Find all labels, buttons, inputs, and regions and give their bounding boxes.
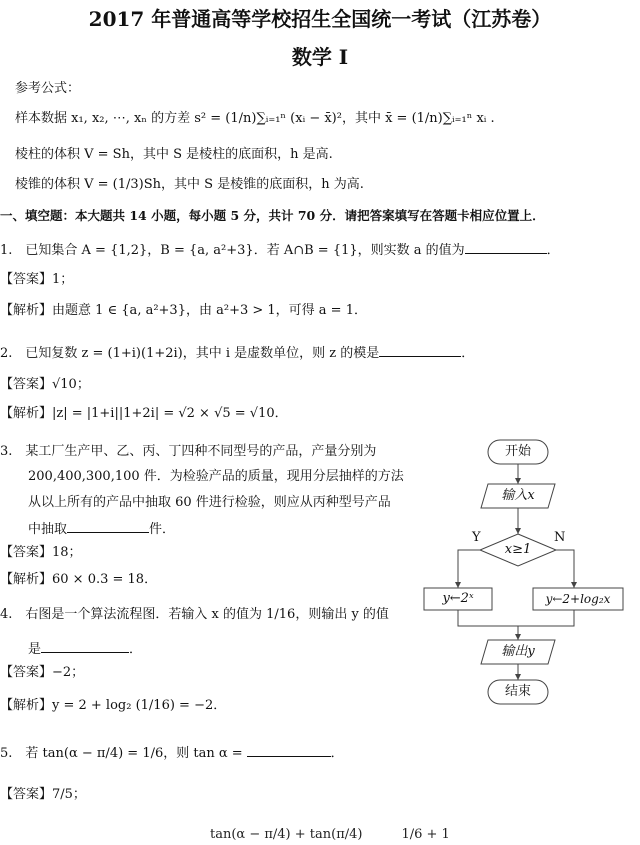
answer-blank [379, 344, 461, 357]
exam-title: 2017 年普通高等学校招生全国统一考试（江苏卷） [88, 7, 552, 31]
flowchart-diagram [420, 430, 635, 720]
yes-branch-line [458, 550, 480, 588]
flowchart-end-label: 结束 [504, 684, 531, 699]
question-5-tail: ． [330, 746, 344, 761]
arrowhead [515, 528, 521, 534]
question-3-line-1: 3. 某工厂生产甲、乙、丙、丁四种不同型号的产品，产量分别为 [0, 444, 377, 459]
analysis-1: 【解析】由题意 1 ∈ {a, a²+3}，由 a²+3 > 1，可得 a = 1． [0, 303, 367, 318]
arrowhead [515, 478, 521, 484]
flowchart [420, 430, 635, 720]
variance-formula: 样本数据 x₁, x₂, ⋯, xₙ 的方差 s² = (1/n)∑ᵢ₌₁ⁿ (xᵢ − x̄)²，其中 x̄ = (1/n)∑ᵢ₌₁ⁿ xᵢ . [15, 111, 495, 126]
question-4-line-2 [28, 640, 142, 659]
arrowhead [515, 674, 521, 680]
question-3-line-4 [28, 520, 175, 539]
question-1-text: 1. 已知集合 A = {1,2}，B = {a, a²+3}．若 A∩B = {1}，则实数 a 的值为 [0, 243, 465, 258]
question-5-text: 5. 若 tan(α − π/4) = 1/6，则 tan α = [0, 746, 243, 761]
answer-blank [67, 520, 149, 533]
question-3-line-4-end: 件． [149, 522, 176, 537]
answer-blank [41, 640, 129, 653]
prism-formula: 棱柱的体积 V = Sh，其中 S 是棱柱的底面积，h 是高. [15, 147, 333, 162]
question-1 [0, 241, 560, 260]
formula-heading: 参考公式： [15, 81, 81, 96]
flowchart-yes-label: Y [472, 530, 481, 545]
flowchart-output-label: 输出y [501, 644, 535, 659]
answer-2: 【答案】√10； [0, 377, 90, 392]
flowchart-start-label: 开始 [504, 444, 531, 459]
question-2-tail: ． [461, 346, 475, 361]
analysis-2: 【解析】|z| = |1+i||1+2i| = √2 × √5 = √10． [0, 406, 288, 421]
question-2-text: 2. 已知复数 z = (1+i)(1+2i)，其中 i 是虚数单位，则 z 的模是 [0, 346, 380, 361]
answer-3: 【答案】18； [0, 545, 82, 560]
analysis-3: 【解析】60 × 0.3 = 18． [0, 572, 158, 587]
section-heading: 一、填空题：本大题共 14 小题，每小题 5 分，共计 70 分．请把答案填写在答题卡相应位置上． [0, 208, 545, 223]
flowchart-left-box-label: y←2ˣ [442, 591, 474, 606]
question-4-line-2-end: ． [129, 642, 143, 657]
answer-4: 【答案】−2； [0, 665, 85, 680]
pyramid-formula: 棱锥的体积 V = (1/3)Sh，其中 S 是棱锥的底面积，h 为高. [15, 177, 364, 192]
question-1-tail: ． [546, 243, 560, 258]
arrowhead [515, 634, 521, 640]
flowchart-condition-label: x≥1 [504, 542, 532, 557]
merge-line [458, 610, 574, 626]
answer-1: 【答案】1； [0, 272, 74, 287]
answer-5: 【答案】7/5； [0, 787, 86, 802]
question-4-line-1: 4. 右图是一个算法流程图．若输入 x 的值为 1/16，则输出 y 的值 [0, 607, 389, 622]
answer-blank [465, 241, 547, 254]
flowchart-right-box-label: y←2+log₂x [545, 592, 611, 606]
exam-subtitle: 数学 I [291, 45, 349, 69]
question-2 [0, 344, 474, 363]
question-3-line-2: 200,400,300,100 件．为检验产品的质量，现用分层抽样的方法 [28, 469, 404, 484]
flowchart-no-label: N [554, 530, 566, 545]
analysis-4: 【解析】y = 2 + log₂ (1/16) = −2． [0, 698, 227, 713]
arrowhead [571, 582, 577, 588]
question-5 [0, 744, 344, 763]
analysis-5-partial: tan(α − π/4) + tan(π/4) 1/6 + 1 [210, 827, 450, 842]
question-4-line-2-start: 是 [28, 642, 42, 657]
answer-blank [247, 744, 331, 757]
flowchart-input-label: 输入x [501, 488, 535, 503]
arrowhead [455, 582, 461, 588]
question-3-line-3: 从以上所有的产品中抽取 60 件进行检验，则应从丙种型号产品 [28, 495, 391, 510]
question-3-line-4-start: 中抽取 [28, 522, 68, 537]
